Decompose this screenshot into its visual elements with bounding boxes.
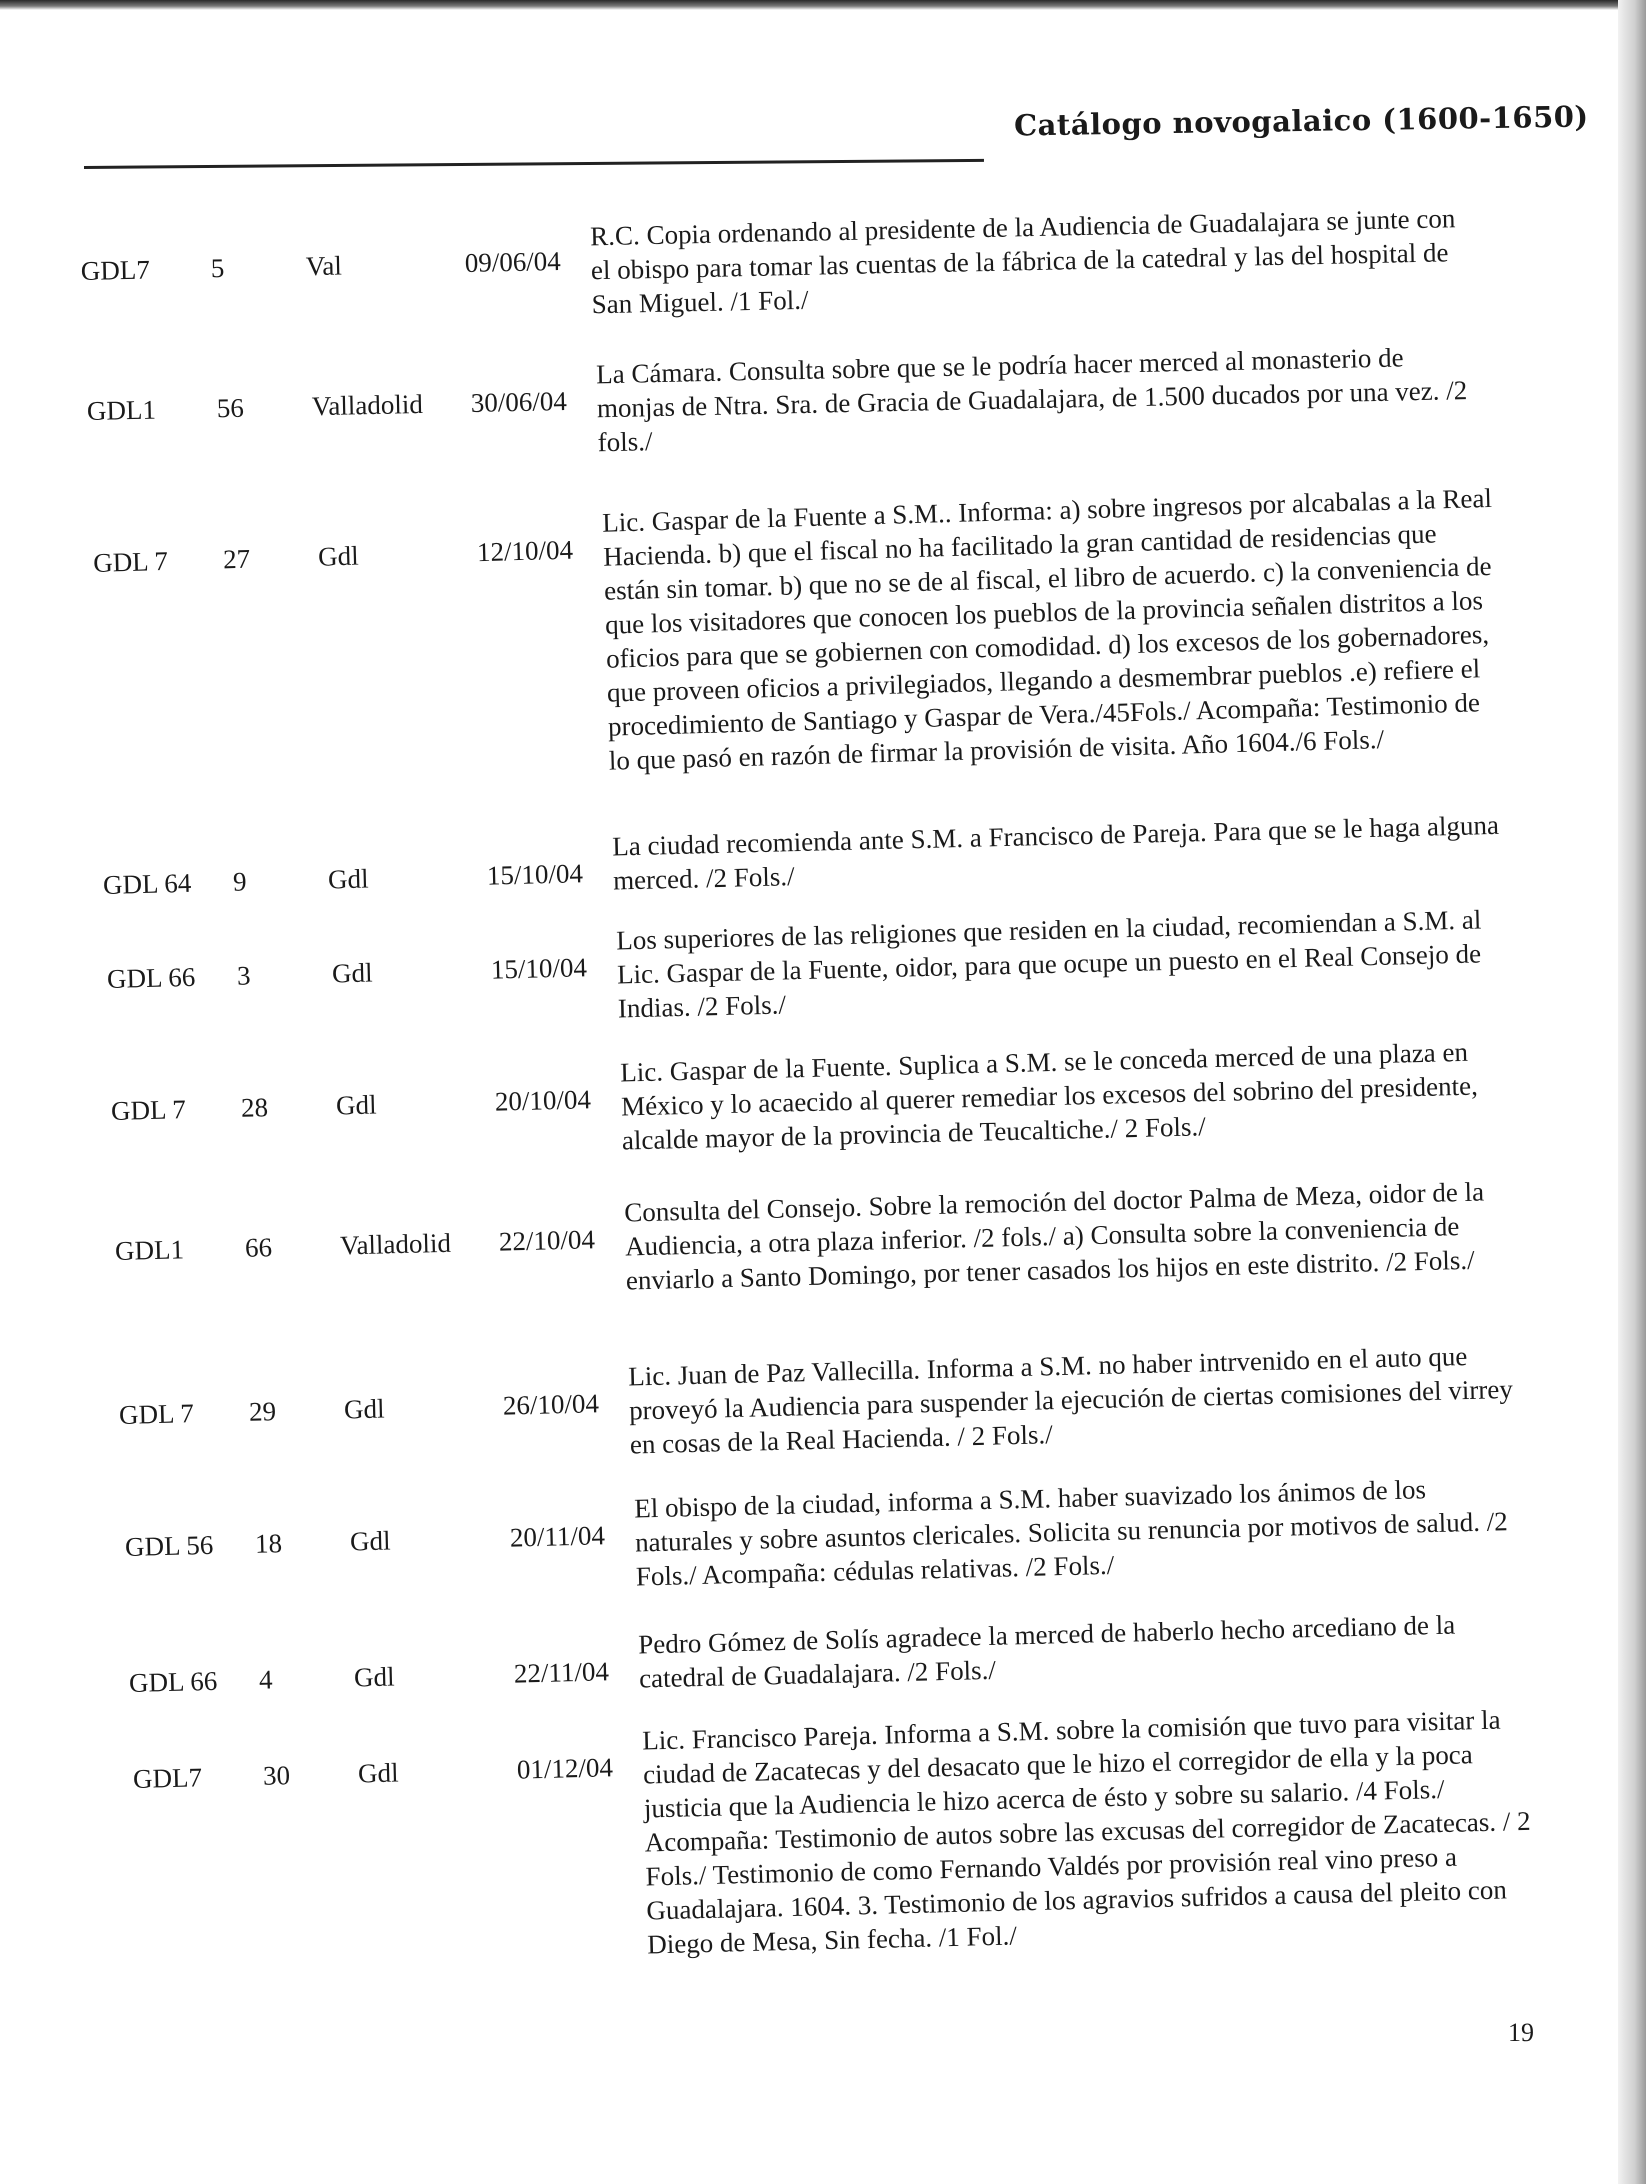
entry-meta [115,1222,626,1268]
entry-code: GDL 7 [110,1094,187,1126]
catalog-entry [110,1034,1512,1170]
entry-description: Los superiores de las religiones que residen en la ciudad, recomiendan a S.M. al Lic. Gaspar de la Fuente, oidor, para que ocupe un puesto en el Real Consejo de Indias. /2 Fols./ [615,904,1482,1024]
entry-date: 12/10/04 [476,534,574,568]
entry-description: Pedro Gómez de Solís agradece la merced de haberlo hecho arcediano de la catedral de Guadalajara. /2 Fols./ [637,1609,1456,1694]
entry-date: 20/11/04 [509,1520,606,1553]
entry-date: 22/10/04 [498,1224,596,1257]
entry-description: La Cámara. Consulta sobre que se le podría hacer merced al monasterio de monjas de Ntra. Sra. de Gracia de Guadalajara, de 1.500 ducados por una vez. /2 fols./ [595,342,1468,458]
entry-place: Val [305,250,343,282]
entry-description: Lic. Francisco Pareja. Informa a S.M. sobre la comisión que tuvo para visitar la ciudad de Zacatecas y del desacato que le hizo el corregidor de ella y la poca justicia que la Audiencia le hizo acerca de ésto y sobre su salario. /4 Fols./ Acompaña: Testimonio de autos sobre las excusas del corregidor de Zacatecas. / 2 Fols./ Testimonio de como Fernando Valdés por provisión real vino preso a Guadalajara. 1604. 3. Testimonio de los agravios sufridos a causa del pleito con Diego de Mesa, Sin fecha. /1 Fol./ [641,1704,1531,1960]
entry-code: GDL 56 [124,1529,214,1562]
entry-meta [87,383,598,428]
catalog-entry [106,902,1508,1038]
entry-number: 5 [210,252,225,284]
entry-meta [93,532,604,580]
entry-place: Gdl [349,1525,391,1557]
catalog-entry [114,1174,1516,1310]
header-title: Catálogo novogalaico (1600-1650) [1013,99,1589,143]
entry-meta [133,1750,644,1796]
entry-date: 22/11/04 [513,1656,610,1689]
entry-number: 9 [232,866,247,897]
entry-description: El obispo de la ciudad, informa a S.M. haber suavizado los ánimos de los naturales y sobre asuntos clericales. Solicita su renuncia por motivos de salud. /2 Fols./ Acompaña: cédulas relativas. /2 Fols./ [633,1474,1508,1592]
entry-place: Valladolid [339,1227,452,1261]
entry-meta [103,856,614,902]
entry-description: Lic. Gaspar de la Fuente a S.M.. Informa: a) sobre ingresos por alcabalas a la Real Hacienda. b) que el fiscal no ha facilitado la gran cantidad de residencias que están sin tomar. b) que no se de al fiscal, el libro de acuerdo. c) la conveniencia de que los visitadores que conocen los pueblos de la provincia señalen distritos a los oficios para que se gobiernen con comodidad. d) los excesos de los gobernadores, que proveen oficios a privilegiados, llegando a desmembrar pueblos .e) refiere el procedimiento de Santiago y Gaspar de Vera./45Fols./ Acompaña: Testimonio de lo que pasó en razón de firmar la provisión de visita. Año 1604./6 Fols./ [601,482,1493,776]
entry-description: R.C. Copia ordenando al presidente de la Audiencia de Guadalajara se junte con el obispo para tomar las cuentas de la fábrica de la catedral y las del hospital de San Miguel. /1 Fol./ [589,203,1456,320]
entry-meta [129,1654,640,1700]
scan-page-edge [1618,0,1646,2184]
entry-date: 20/10/04 [494,1084,592,1117]
entry-number: 18 [254,1528,283,1559]
entry-meta [111,1082,622,1128]
entry-number: 29 [248,1396,277,1427]
entry-code: GDL 7 [118,1398,195,1430]
entry-description: Lic. Juan de Paz Vallecilla. Informa a S.M. no haber intrvenido en el auto que proveyó la Audiencia para suspender la ejecución de ciertas comisiones del virrey en cosas de la Real Hacienda. / 2 Fols./ [627,1341,1514,1460]
entry-place: Gdl [357,1757,399,1789]
entry-date: 01/12/04 [516,1752,614,1785]
catalog-entry [80,201,1482,332]
catalog-entry [118,1338,1520,1474]
entry-code: GDL1 [114,1234,185,1266]
catalog-entry [102,808,1503,910]
entry-date: 09/06/04 [464,245,562,278]
entry-code: GDL1 [86,394,157,426]
header-rule [84,159,984,169]
page-number: 19 [1508,2018,1534,2047]
entry-code: GDL 7 [92,545,169,578]
entry-date: 15/10/04 [490,952,588,985]
entry-place: Valladolid [311,388,424,422]
entry-code: GDL 66 [106,961,196,994]
catalog-entry [128,1606,1529,1708]
catalog-entry [92,481,1499,792]
entry-number: 27 [222,543,251,575]
entry-meta [81,243,592,288]
entry-code: GDL 66 [128,1665,218,1698]
entry-date: 15/10/04 [486,858,584,891]
catalog-entry [86,339,1488,470]
entry-description: Consulta del Consejo. Sobre la remoción del doctor Palma de Meza, oidor de la Audiencia, a otra plaza inferior. /2 fols./ a) Consulta sobre la conveniencia de enviarlo a Santo Domingo, por tener casados los hijos en este distrito. /2 Fols./ [623,1176,1485,1296]
entry-meta [119,1386,630,1432]
entry-number: 56 [216,392,245,424]
entry-place: Gdl [335,1089,377,1121]
entry-date: 30/06/04 [470,385,568,418]
entry-description: Lic. Gaspar de la Fuente. Suplica a S.M. se le conceda merced de una plaza en México y lo acaecido al querer remediar los excesos del sobrino del presidente, alcalde mayor de la provincia de Teucaltiche./ 2 Fols./ [619,1036,1479,1156]
entry-place: Gdl [353,1661,395,1693]
catalog-entry [124,1470,1526,1606]
entry-code: GDL 64 [102,867,192,900]
entry-number: 28 [240,1092,269,1123]
entry-code: GDL7 [80,254,151,286]
catalog-entry [132,1702,1537,1974]
entry-description: La ciudad recomienda ante S.M. a Francisco de Pareja. Para que se le haga alguna merced. /2 Fols./ [611,809,1500,896]
entry-place: Gdl [343,1393,385,1425]
entry-place: Gdl [317,540,360,572]
entry-place: Gdl [327,863,369,895]
entry-number: 66 [244,1232,273,1263]
entry-meta [107,950,618,996]
entry-meta [125,1518,636,1564]
entry-place: Gdl [331,957,373,989]
entry-date: 26/10/04 [502,1388,600,1421]
scan-top-edge [0,0,1646,10]
entry-number: 4 [258,1664,273,1695]
entry-number: 30 [262,1760,291,1791]
running-header [84,96,1589,176]
entry-code: GDL7 [132,1762,203,1794]
entry-number: 3 [236,960,251,991]
